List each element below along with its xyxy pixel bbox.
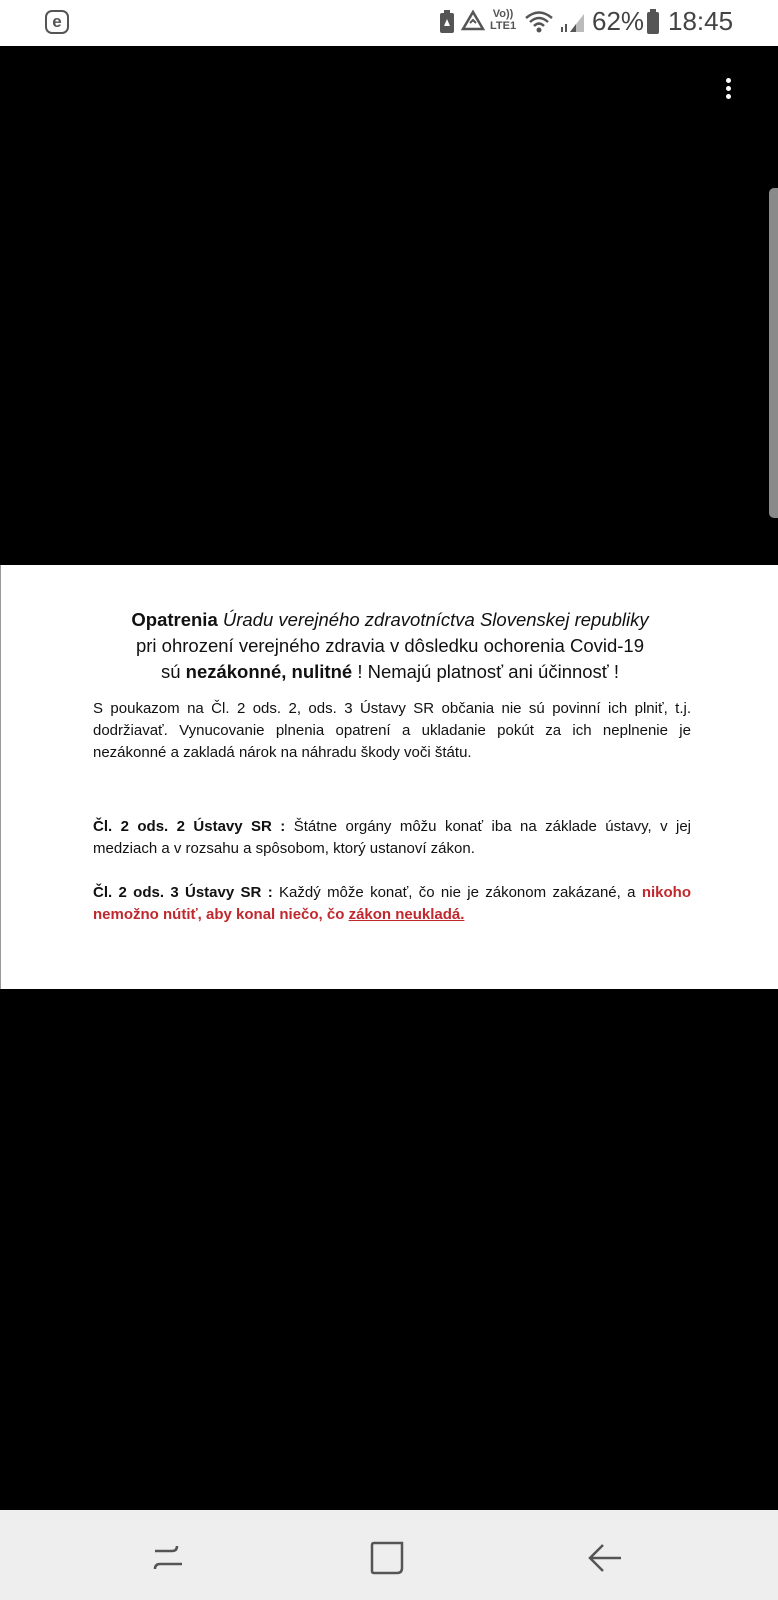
- heading-suffix: ! Nemajú platnosť ani účinnosť !: [357, 661, 620, 682]
- heading-line-3: [61, 659, 719, 685]
- document-image: [0, 565, 778, 989]
- battery-icon: [647, 12, 659, 34]
- back-icon[interactable]: [585, 1538, 625, 1578]
- article-2-3-highlight: nikoho nemožno nútiť, aby konal niečo, čo: [93, 884, 692, 923]
- home-icon[interactable]: [368, 1538, 408, 1578]
- signal-icon: [558, 10, 586, 34]
- heading-line-2: pri ohrození verejného zdravia v dôsledku ochorenia Covid-19: [135, 635, 645, 656]
- scroll-handle[interactable]: [769, 188, 778, 518]
- heading-bold-word: Opatrenia: [131, 609, 218, 630]
- recent-apps-icon[interactable]: [150, 1538, 190, 1578]
- heading-emphasis: nezákonné, nulitné: [185, 661, 353, 682]
- heading-italic-text: Úradu verejného zdravotníctva Slovenskej republiky: [222, 609, 649, 630]
- heading-line-1: [61, 607, 719, 633]
- navigation-bar: [0, 1510, 778, 1600]
- article-2-2-text: Štátne orgány môžu konať iba na základe ústavy, v jej medziach a v rozsahu a spôsobom, ktorý ustanoví zákon.: [93, 818, 692, 857]
- battery-percent: 62%: [592, 6, 645, 36]
- volte-label: Vo)): [492, 8, 514, 20]
- article-2-3-paragraph: [93, 882, 691, 926]
- volte-indicator: [490, 8, 516, 32]
- status-bar: [0, 0, 778, 46]
- article-2-2-paragraph: [93, 816, 691, 860]
- article-2-3-text: Každý môže konať, čo nie je zákonom zakázané, a: [279, 884, 636, 901]
- article-2-2-label: Čl. 2 ods. 2 Ústavy SR :: [93, 818, 286, 835]
- data-saver-icon: [460, 9, 486, 35]
- intro-paragraph: S poukazom na Čl. 2 ods. 2, ods. 3 Ústavy SR občania nie sú povinní ich plniť, t.j. dodržiavať. Vynucovanie plnenia opatrení a ukladanie pokút za ich neplnenie je nezákonné a zakladá nárok na náhradu škody voči štátu.: [93, 700, 691, 761]
- document-heading: [61, 607, 719, 685]
- article-2-3-label: Čl. 2 ods. 3 Ústavy SR :: [93, 884, 273, 901]
- clock: 18:45: [668, 6, 734, 36]
- heading-prefix: sú: [160, 661, 181, 682]
- more-vert-icon[interactable]: [722, 78, 734, 102]
- article-2-3-underlined-highlight: zákon neukladá.: [348, 906, 465, 923]
- lte-label: LTE1: [490, 20, 517, 32]
- app-notification-icon: e: [45, 10, 69, 34]
- battery-saver-icon: [438, 10, 456, 34]
- wifi-icon: [524, 9, 554, 35]
